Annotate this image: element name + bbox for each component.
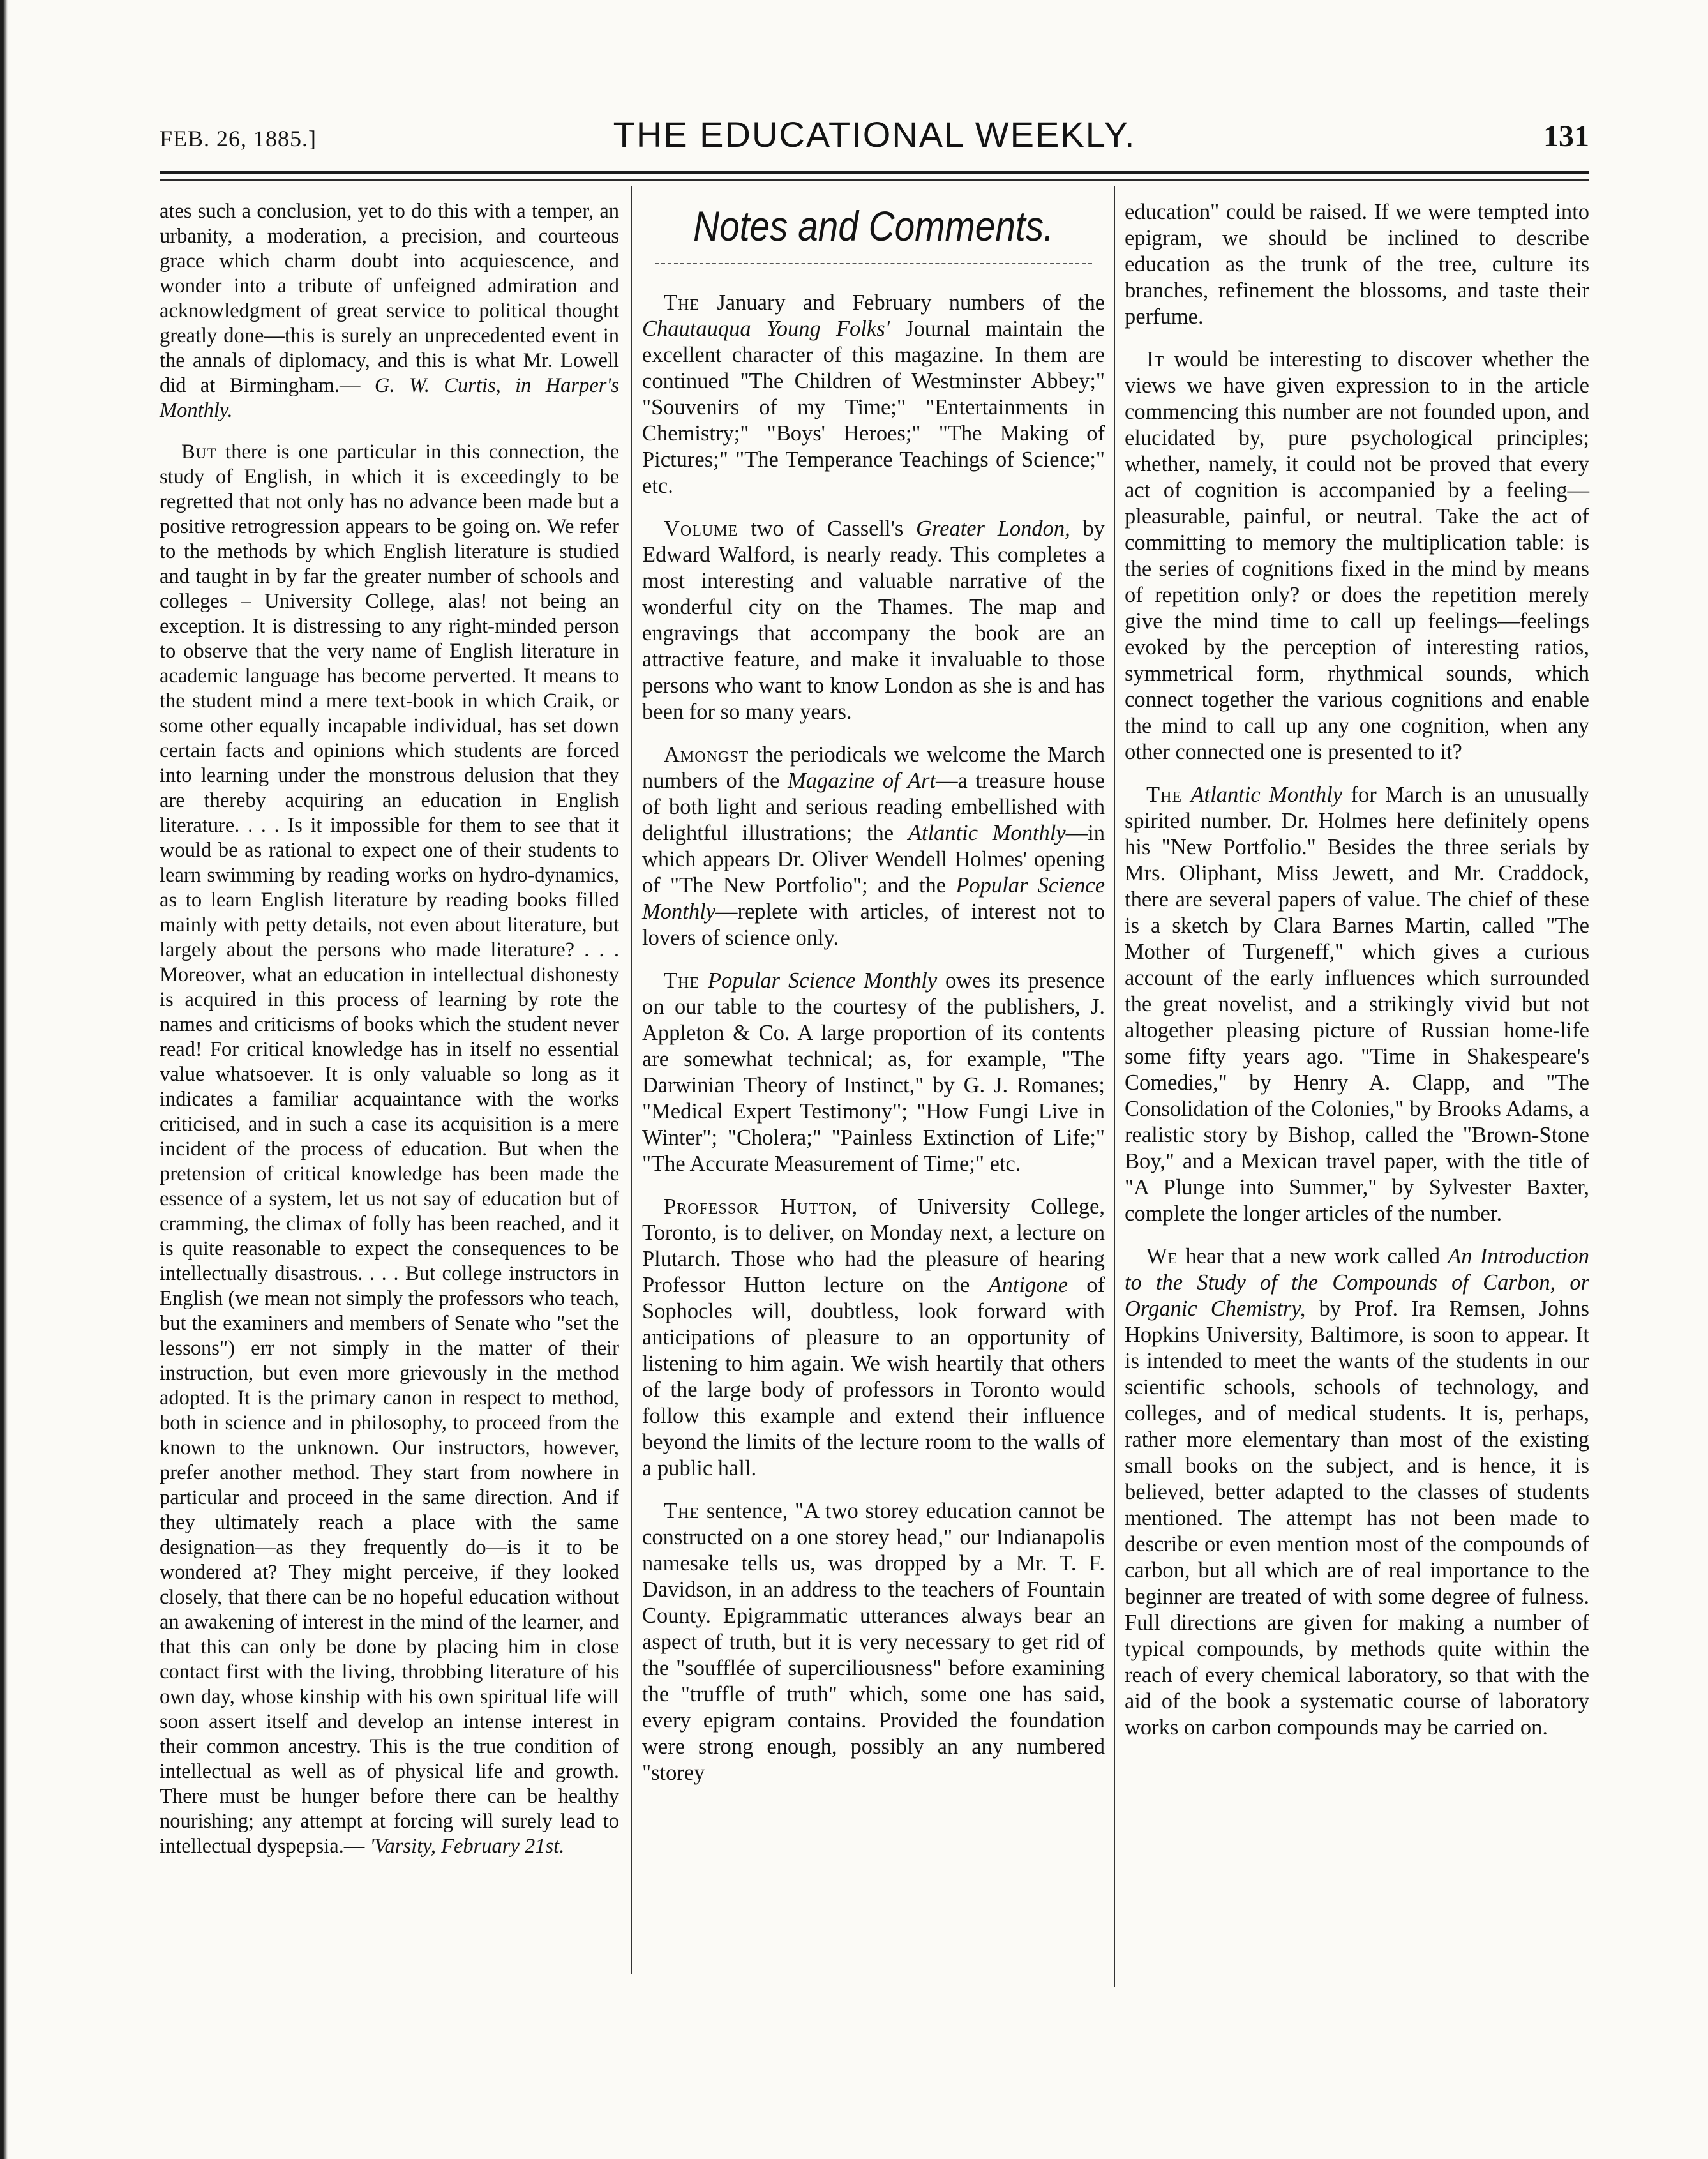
journal-title: THE EDUCATIONAL WEEKLY. [613, 114, 1136, 154]
header-rule-thick [160, 171, 1589, 174]
lead-word: It [1146, 347, 1165, 372]
lead-word: The [664, 1499, 700, 1523]
page-number: 131 [1543, 119, 1589, 153]
lead-word: The [1146, 783, 1183, 807]
column-right [1125, 199, 1589, 1741]
lead-word: But [181, 440, 217, 463]
paragraph: Professor Hutton, of University College, Toronto, is to deliver, on Monday next, a lecture on Plutarch. Those who had the pleasure of hearing Professor Hutton lecture on the Antigone of Sophocles will, doubtless, look forward with anticipations of pleasure to an opportunity of listening to him again. We wish heartily that others of the large body of professors in Toronto would follow this example and extend their influence beyond the limits of the lecture room to the walls of a public hall. [642, 1194, 1105, 1480]
paragraph: But there is one particular in this connection, the study of English, in which it is exceedingly to be regretted that not only has no advance been made but a positive retrogression appears to be going on. We refer to the methods by which English literature is studied and taught in by far the greater number of schools and colleges – University College, alas! not being an exception. It is distressing to any right-minded person to observe that the very name of English literature in academic language has become perverted. It means to the student mind a mere text-book in which Craik, or some other equally incapable individual, has set down certain facts and opinions which students are forced into learning under the monstrous delusion that they are thereby acquiring an education in English literature. . . . Is it impossible for them to see that it would be as rational to expect one of their students to learn swimming by reading works on hydro-dynamics, as to learn English literature by reading books filled mainly with petty details, not even about literature, but largely about the persons who made literature? . . . Moreover, what an education in intellectual dishonesty is acquired in this process of learning by rote the names and criticisms of books which the student never read! For critical knowledge has in itself no essential value whatsoever. It is only valuable so long as it indicates a familiar acquaintance with the works criticised, and in such a case its acquisition is a mere incident of the process of education. But when the pretension of critical knowledge has been made the essence of a system, let us not say of education but of cramming, the climax of folly has been reached, and it is quite reasonable to expect the consequences to be intellectually disastrous. . . . But college instructors in English (we mean not simply the professors who teach, but the examiners and members of Senate who "set the lessons") err not simply in the matter of their instruction, but even more grievously in the method adopted. It is the primary canon in respect to method, both in science and in philosophy, to proceed from the known to the unknown. Our instructors, however, prefer another method. They start from nowhere in particular and proceed in the same direction. And if they ultimately reach a place with the same designation—as they frequently do—is it to be wondered at? They might perceive, if they looked closely, that there can be no hopeful education without an awakening of interest in the mind of the learner, and that this can only be done by placing him in close contact first with the living, throbbing literature of his own day, whose kinship with his own spiritual life will soon assert itself and develop an intense interest in their common ancestry. This is the true condition of intellectual as well as of physical life and growth. There must be hunger before there can be healthy nourishing; any attempt at forcing will surely lead to intellectual dyspepsia.— 'Varsity, February 21st. [160, 440, 620, 1858]
paragraph: The sentence, "A two storey education cannot be constructed on a one storey head," our Indianapolis namesake tells us, was dropped by a Mr. T. F. Davidson, in an address to the teachers of Fountain County. Epigrammatic utterances always bear an aspect of truth, but it is very necessary to get rid of the "soufflée of superciliousness" before examining the "truffle of truth" which, some one has said, every epigram contains. Provided the foundation were strong enough, possibly an any numbered "storey [642, 1499, 1105, 1785]
section-rule [655, 263, 1092, 264]
paragraph: education" could be raised. If we were tempted into epigram, we should be inclined to describe education as the trunk of the tree, culture its branches, refinement the blossoms, and taste their perfume. [1125, 200, 1589, 329]
lead-word: We [1146, 1244, 1178, 1268]
lead-word: Professor Hutton, [664, 1194, 858, 1219]
paragraph: ates such a conclusion, yet to do this with a temper, an urbanity, a moderation, a precision, and courteous grace which charm doubt into acquiescence, and wonder into a tribute of unfeigned admiration and acknowledgment of great service to political thought greatly done—this is surely an unprecedented event in the annals of diplomacy, and this is what Mr. Lowell did at Birmingham.— G. W. Curtis, in Harper's Monthly. [160, 200, 619, 422]
paragraph: The Atlantic Monthly for March is an unusually spirited number. Dr. Holmes here definitely opens his "New Portfolio." Besides the three serials by Mrs. Oliphant, Miss Jewett, and Mr. Craddock, there are several papers of value. The chief of these is a sketch by Clara Barnes Martin, called "The Mother of Turgeneff," which gives a curious account of the early influences which surrounded the great novelist, and a strikingly vivid but not altogether pleasing picture of Russian home-life some fifty years ago. "Time in Shakespeare's Comedies," by Henry A. Clapp, and "The Consolidation of the Colonies," by Brooks Adams, a realistic story by Bishop, called the "Brown-Stone Boy," and a Mexican travel paper, with the title of "A Plunge into Summer," by Sylvester Baxter, complete the longer articles of the number. [1125, 783, 1589, 1226]
paragraph: We hear that a new work called An Introduction to the Study of the Compounds of Carbon, or Organic Chemistry, by Prof. Ira Remsen, Johns Hopkins University, Baltimore, is soon to appear. It is intended to meet the wants of the students in our scientific schools, schools of technology, and colleges, and of medical students. It is, perhaps, rather more elementary than most of the existing small books on the subject, and is hence, it is believed, better adapted to the classes of students mentioned. The attempt has not been made to describe or even mention most of the compounds of carbon, but all which are of real importance to the beginner are treated of with some degree of fulness. Full directions are given for making a number of typical compounds, by methods quite within the reach of every chemical laboratory, so that with the aid of the book a systematic course of laboratory works on carbon compounds may be carried on. [1125, 1244, 1590, 1740]
column-left [160, 199, 619, 1859]
header-rule-thin [160, 179, 1589, 181]
lead-word: The [664, 968, 700, 993]
page-header [160, 114, 1589, 158]
paragraph: The January and February numbers of the Chautauqua Young Folks' Journal maintain the excellent character of this magazine. In them are continued "The Children of Westminster Abbey;" "Souvenirs of my Time;" "Entertainments in Chemistry;" "Boys' Heroes;" "The Making of Pictures;" "The Temperance Teachings of Science;" etc. [642, 290, 1105, 498]
source-citation: G. W. Curtis, in Harper's Monthly. [160, 374, 619, 422]
section-title: Notes and Comments. [693, 202, 1054, 250]
column-middle [642, 199, 1105, 1786]
column-divider [631, 186, 632, 1974]
paragraph: Volume two of Cassell's Greater London, by Edward Walford, is nearly ready. This completes a most interesting and valuable narrative of the wonderful city on the Thames. The map and engravings that accompany the book are an attractive feature, and make it invaluable to those persons who want to know London as she is and has been for so many years. [642, 516, 1105, 724]
column-divider [1114, 186, 1115, 1987]
binding-margin [0, 0, 15, 2159]
paragraph: The Popular Science Monthly owes its presence on our table to the courtesy of the publishers, J. Appleton & Co. A large proportion of its contents are somewhat technical; as, for example, "The Darwinian Theory of Instinct," by G. J. Romanes; "Medical Expert Testimony"; "How Fungi Live in Winter"; "Cholera;" "Painless Extinction of Life;" "The Accurate Measurement of Time;" etc. [642, 968, 1105, 1176]
source-citation: 'Varsity, February 21st. [370, 1835, 565, 1858]
paragraph: Amongst the periodicals we welcome the March numbers of the Magazine of Art—a treasure house of both light and serious reading embellished with delightful illustrations; the Atlantic Monthly—in which appears Dr. Oliver Wendell Holmes' opening of "The New Portfolio"; and the Popular Science Monthly—replete with articles, of interest not to lovers of science only. [642, 742, 1105, 950]
lead-word: The [664, 290, 700, 315]
paragraph: It would be interesting to discover whether the views we have given expression to in the article commencing this number are not founded upon, and elucidated by, pure psychological principles; whether, namely, it could not be proved that every act of cognition is accompanied by a feeling—pleasurable, painful, or neutral. Take the act of committing to memory the multiplication table: is the series of cognitions fixed in the mind by means of repetition only? or does the repetition merely give the mind time to call up feelings—feelings evoked by the perception of interesting ratios, symmetrical form, rhythmical sounds, which connect together the various cognitions and enable the mind to call up any one cognition, when any other connected one is presented to it? [1125, 347, 1589, 764]
lead-word: Amongst [664, 742, 749, 767]
issue-date: FEB. 26, 1885.] [160, 126, 317, 151]
lead-word: Volume [664, 516, 738, 541]
